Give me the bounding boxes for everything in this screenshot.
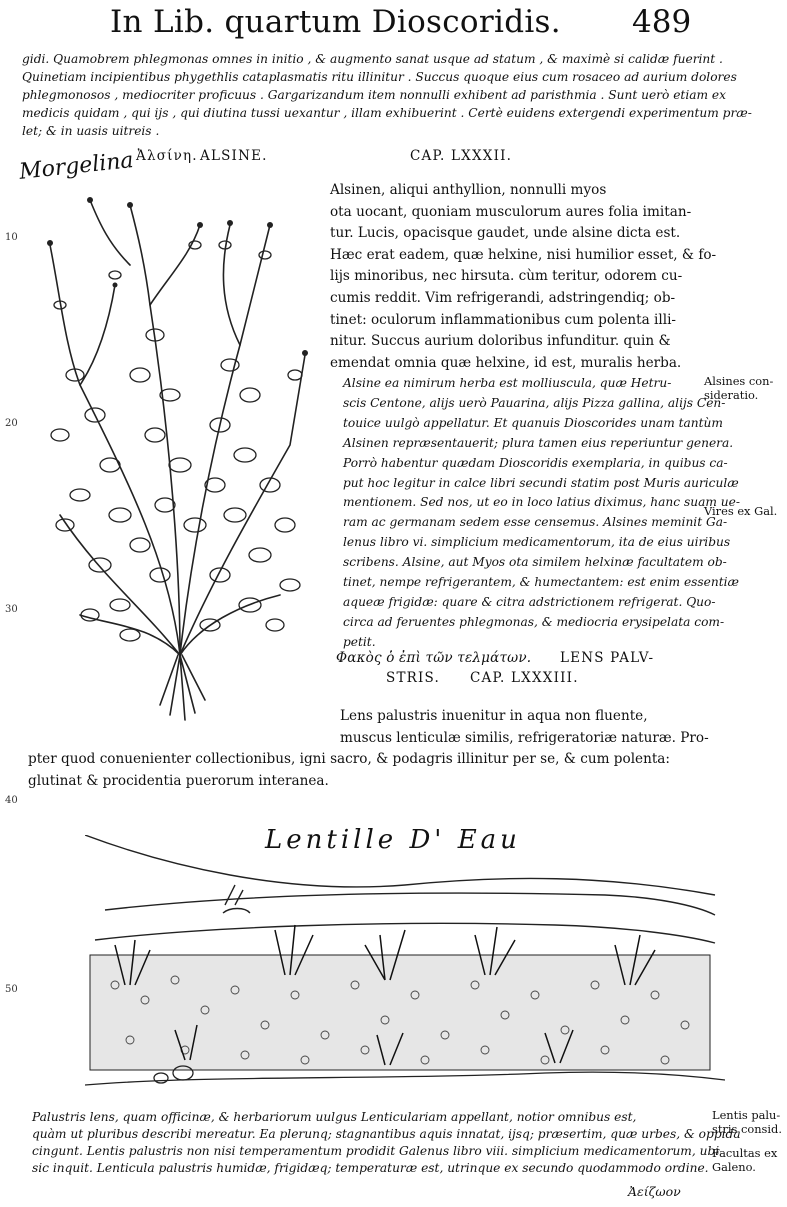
- text-line: lijs minoribus, nec hirsuta. cùm teritur, odorem cu-: [330, 268, 683, 285]
- text-line: Palustris lens, quam officinæ, & herbariorum uulgus Lenticulariam appellant, notior omnibus est,: [32, 1110, 637, 1124]
- text-line: touice uulgò appellatur. Et quanuis Dioscorides unam tantùm: [343, 415, 723, 430]
- margin-note-facultas-ex-galeno: Facultas ex Galeno.: [712, 1146, 778, 1174]
- text-line: tinet: oculorum inflammationibus cum polenta illi-: [330, 311, 677, 328]
- margin-note-lentis-palustris: Lentis palu- stris consid.: [712, 1108, 782, 1136]
- lens-description: [28, 706, 709, 792]
- text-line: quàm ut pluribus describi mereatur. Ea plerunq; stagnantibus aquis innatat, ijsq; præsertim, quæ urbes, & oppida: [32, 1127, 741, 1141]
- text-line: Hæc erat eadem, quæ helxine, nisi humilior esset, & fo-: [330, 246, 717, 263]
- running-header: In Lib. quartum Dioscoridis.: [110, 4, 561, 40]
- alsine-commentary: [343, 374, 740, 653]
- text-line: emendat omnia quæ helxine, id est, muralis herba.: [330, 354, 682, 371]
- margin-note-alsines-consideratio: Alsines con- sideratio.: [704, 374, 774, 402]
- intro-line: let; & in uasis uitreis .: [22, 124, 160, 138]
- text-line: glutinat & procidentia puerorum interanea.: [28, 772, 329, 789]
- line-number: 40: [5, 795, 18, 806]
- text-line: cumis reddit. Vim refrigerandi, adstringendiq; ob-: [330, 289, 676, 306]
- intro-line: phlegmonosos , mediocriter proficuus . Gargarizandum item nonnulli exhibent ad paristhmia . Sunt uerò etiam ex: [22, 88, 727, 102]
- text-line: scribens. Alsine, aut Myos ota similem helxinæ facultatem ob-: [343, 555, 727, 570]
- text-line: tur. Lucis, opacisque gaudet, unde alsine dicta est.: [330, 225, 681, 242]
- text-line: put hoc legitur in calce libri secundi statim post Muris auriculæ: [343, 475, 739, 490]
- line-number: 30: [5, 604, 18, 615]
- lens-name-line1: LENS PALV-: [560, 650, 655, 666]
- line-number: 50: [5, 984, 18, 995]
- line-number: 10: [5, 232, 18, 243]
- intro-paragraph: [22, 50, 752, 140]
- text-line: petit.: [343, 634, 376, 649]
- text-line: muscus lenticulæ similis, refrigeratoriæ naturæ. Pro-: [340, 729, 709, 746]
- lens-woodcut-illustration: [85, 835, 725, 1105]
- intro-line: medicis quidam , qui ijs , qui diutina tussi uexantur , illam exhibuerint . Certè euidens extergendi experimentum præ-: [22, 106, 752, 120]
- alsine-greek-name: Ἀλσίνη.: [136, 148, 198, 164]
- text-line: Alsinen, aliqui anthyllion, nonnulli myos: [330, 182, 607, 198]
- alsine-name: ALSINE.: [200, 148, 268, 164]
- line-number: 20: [5, 418, 18, 429]
- text-line: nitur. Succus aurium doloribus infunditur. quin &: [330, 333, 671, 350]
- lens-greek-name: Φακὸς ὁ ἐπὶ τῶν τελμάτων.: [336, 650, 532, 666]
- text-line: mentionem. Sed nos, ut eo in loco latius diximus, hanc suam ue-: [343, 495, 740, 510]
- intro-line: Quinetiam incipientibus phygethlis cataplasmatis ritu illinitur . Succus quoque eius cum rosaceo ad aurium dolores: [22, 70, 737, 84]
- text-line: Porrò habentur quædam Dioscoridis exemplaria, in quibus ca-: [343, 455, 728, 470]
- text-line: Alsine ea nimirum herba est molliuscula, quæ Hetru-: [343, 376, 672, 390]
- alsine-woodcut-illustration: [20, 185, 310, 725]
- text-line: Alsinen repræsentauerit; plura tamen eius reperiuntur genera.: [343, 435, 734, 450]
- text-line: scis Centone, alijs uerò Pauarina, alijs Pizza gallina, alijs Cen-: [343, 395, 726, 410]
- text-line: aqueæ frigidæ: quare & citra adstrictionem refrigerat. Quo-: [343, 594, 716, 609]
- alsine-description: [330, 180, 716, 374]
- text-line: pter quod conuenienter collectionibus, igni sacro, & podagris illinitur per se, & cum polenta:: [28, 751, 670, 768]
- page-number: 489: [632, 4, 692, 40]
- text-line: sic inquit. Lenticula palustris humidæ, frigidæq; temperaturæ est, utrinque ex secundo quodammodo ordine.: [32, 1161, 709, 1175]
- text-line: ram ac germanam sedem esse censemus. Alsines meminit Ga-: [343, 515, 728, 530]
- handwritten-note-morgelina: Morgelina: [18, 148, 135, 185]
- text-line: tinet, nempe refrigerantem, & humectantem: est enim essentiæ: [343, 575, 739, 590]
- intro-line: gidi. Quamobrem phlegmonas omnes in initio , & augmento sanat usque ad statum , & maximè si calidæ fuerint .: [22, 52, 723, 66]
- alsine-chapter: CAP. LXXXII.: [410, 148, 513, 164]
- text-line: circa ad feruentes phlegmonas, & mediocria erysipelata com-: [343, 614, 725, 629]
- text-line: Lens palustris inuenitur in aqua non fluente,: [340, 708, 648, 724]
- catchword: Ἀείζωον: [628, 1184, 681, 1199]
- handwritten-note-lentille: Lentille D' Eau: [265, 825, 521, 855]
- text-line: lenus libro vi. simplicium medicamentorum, ita de eius uiribus: [343, 535, 731, 550]
- lens-chapter: CAP. LXXXIII.: [470, 670, 579, 686]
- lens-name-line2: STRIS.: [386, 670, 441, 686]
- margin-note-vires-ex-gal: Vires ex Gal.: [704, 504, 778, 518]
- lens-commentary: [32, 1109, 741, 1177]
- text-line: ota uocant, quoniam musculorum aures folia imitan-: [330, 203, 692, 220]
- text-line: cingunt. Lentis palustris non nisi temperamentum prodidit Galenus libro viii. simplicium medicamentorum, ubi: [32, 1144, 720, 1158]
